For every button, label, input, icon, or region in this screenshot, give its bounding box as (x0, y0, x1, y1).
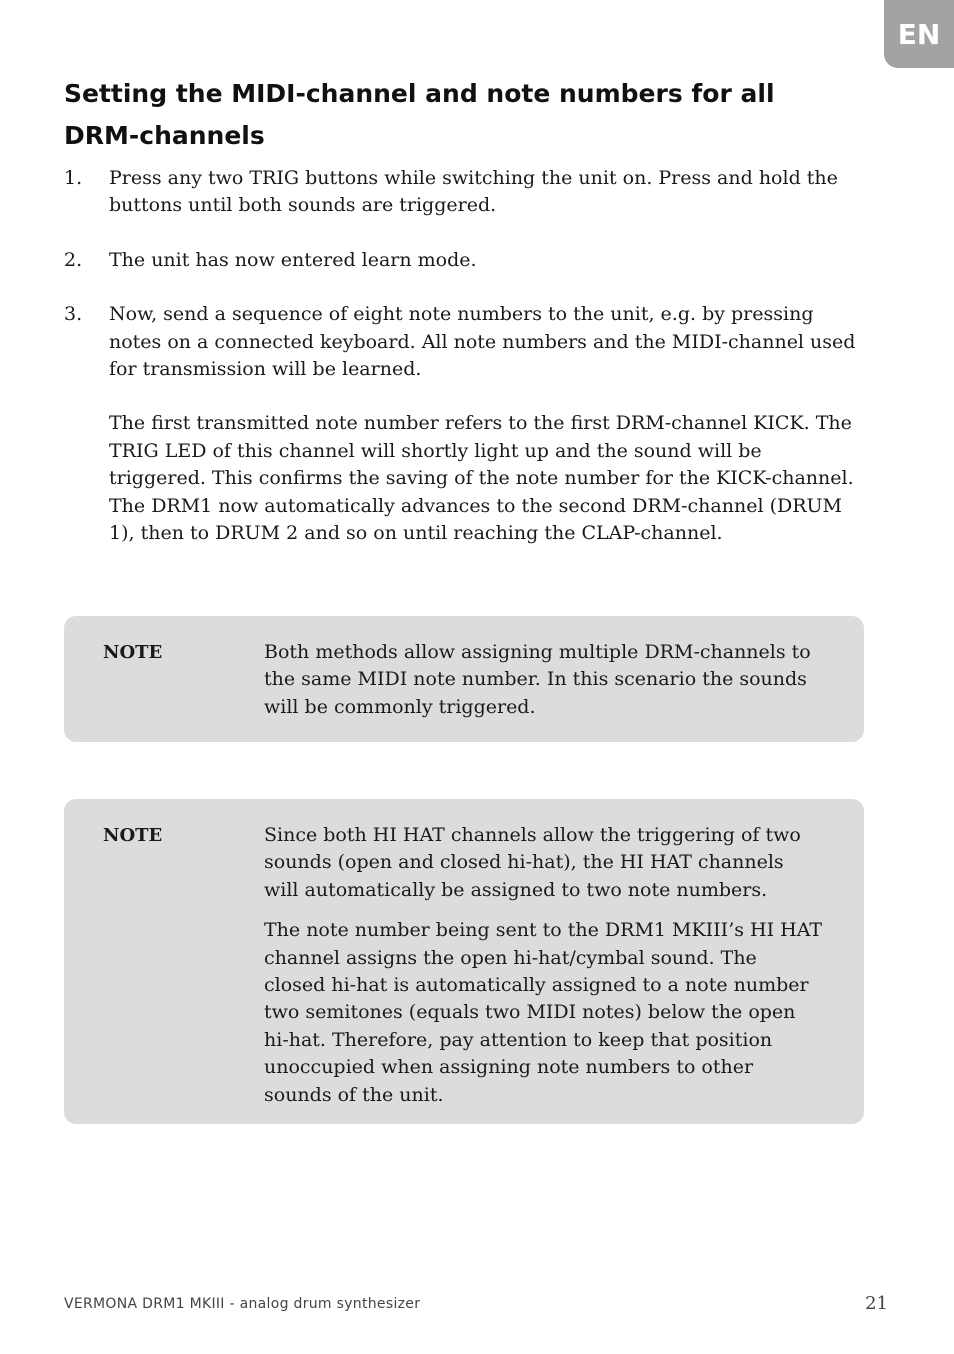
step-number: 3. (64, 303, 83, 326)
step-item (64, 165, 864, 220)
note-body (264, 822, 824, 1109)
note-box (64, 616, 864, 742)
note-text: The note number being sent to the DRM1 MKIII’s HI HAT channel assigns the open hi-hat/cymbal sound. The closed hi-hat is automatically assigned to a note number two semitones (equals two MIDI notes) below the open hi-hat. Therefore, pay attention to keep that position unoccupied when assigning note numbers to other sounds of the unit. (264, 919, 823, 1106)
note-label: NOTE (103, 825, 163, 846)
step-number: 1. (64, 167, 83, 189)
step-text: Press any two TRIG buttons while switching the unit on. Press and hold the buttons until both sounds are triggered. (109, 167, 838, 217)
language-tab: EN (884, 0, 954, 68)
note-body (264, 639, 824, 721)
section-heading: Setting the MIDI-channel and note numbers for all DRM-channels (64, 79, 775, 150)
footer-product-name: VERMONA DRM1 MKIII - analog drum synthesizer (64, 1296, 421, 1312)
step-item (64, 301, 864, 547)
note-box (64, 799, 864, 1124)
steps-list (64, 165, 864, 547)
step-text: The unit has now entered learn mode. (109, 248, 477, 271)
step-text: The first transmitted note number refers to the first DRM-channel KICK. The TRIG LED of this channel will shortly light up and the sound will be triggered. This confirms the saving of the note number for the KICK-channel. The DRM1 now automatically advances to the second DRM-channel (DRUM 1), then to DRUM 2 and so on until reaching the CLAP-channel. (109, 412, 854, 545)
note-label: NOTE (103, 642, 163, 663)
step-number: 2. (64, 248, 83, 271)
step-text: Now, send a sequence of eight note numbers to the unit, e.g. by pressing notes on a connected keyboard. All note numbers and the MIDI-channel used for transmission will be learned. (109, 303, 856, 381)
note-text: Since both HI HAT channels allow the triggering of two sounds (open and closed hi-hat), the HI HAT channels will automatically be assigned to two note numbers. (264, 824, 801, 901)
page-number: 21 (865, 1293, 888, 1314)
note-text: Both methods allow assigning multiple DRM-channels to the same MIDI note number. In this scenario the sounds will be commonly triggered. (264, 641, 811, 718)
step-item (64, 247, 864, 274)
